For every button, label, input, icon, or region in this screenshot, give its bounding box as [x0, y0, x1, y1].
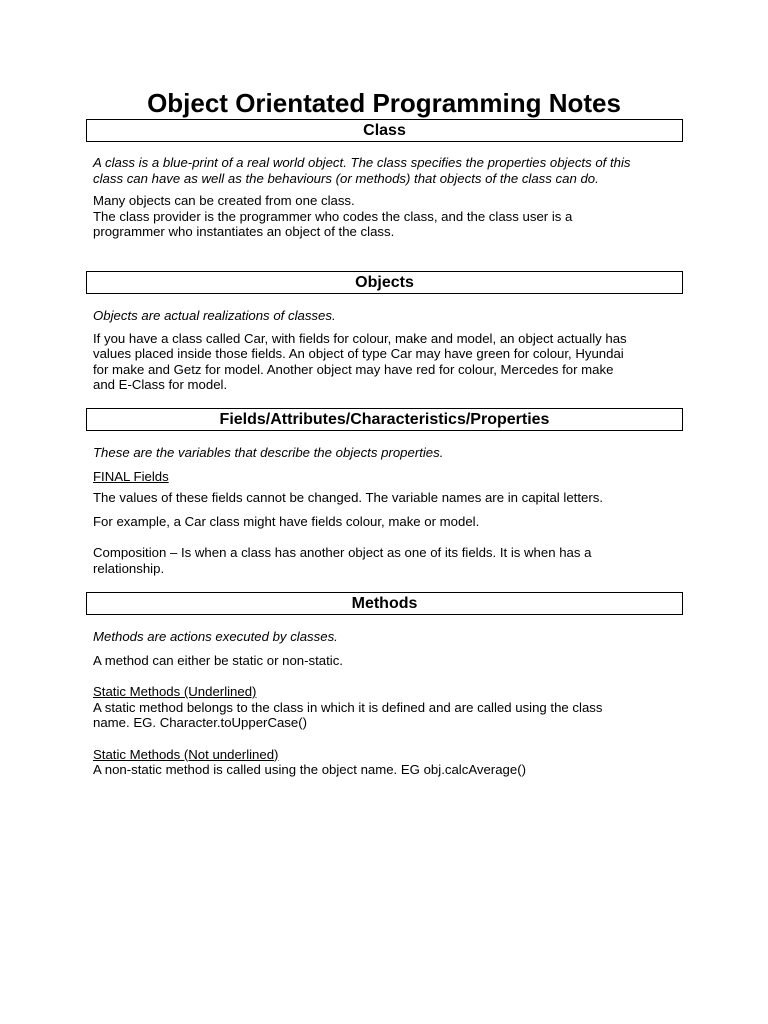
objects-intro: Objects are actual realizations of classes.: [93, 308, 336, 323]
fields-example: For example, a Car class might have fields colour, make or model.: [93, 513, 480, 529]
methods-heading: Methods: [86, 592, 683, 615]
methods-types: A method can either be static or non-static.: [93, 652, 343, 668]
objects-body: [86, 308, 683, 393]
page-title: Object Orientated Programming Notes: [147, 88, 621, 118]
class-line-2: The class provider is the programmer who codes the class, and the class user is a programmer who instantiates an object of the class.: [93, 208, 573, 239]
class-body: [86, 155, 683, 240]
nonstatic-methods-description: A non-static method is called using the object name. EG obj.calcAverage(): [93, 762, 526, 777]
fields-body: [86, 445, 683, 576]
static-methods-heading: Static Methods (Underlined): [93, 684, 257, 699]
objects-section: [86, 271, 683, 393]
methods-section: [86, 592, 683, 778]
class-section: [86, 119, 683, 240]
objects-heading: Objects: [86, 271, 683, 294]
static-methods-description: A static method belongs to the class in which it is defined and are called using the class name. EG. Character.toUpperCase(): [93, 699, 603, 730]
final-fields-heading: FINAL Fields: [93, 468, 169, 484]
class-intro: A class is a blue-print of a real world object. The class specifies the properties objects of this class can have as well as the behaviours (or methods) that objects of the class can do.: [93, 155, 631, 186]
fields-intro: These are the variables that describe the objects properties.: [93, 445, 444, 460]
final-fields-description: The values of these fields cannot be changed. The variable names are in capital letters.: [93, 490, 603, 505]
class-line-1: Many objects can be created from one class.: [93, 193, 355, 208]
methods-body: [86, 629, 683, 778]
fields-section: [86, 408, 683, 576]
fields-heading: Fields/Attributes/Characteristics/Properties: [86, 408, 683, 431]
composition-description: Composition – Is when a class has another object as one of its fields. It is when has a relationship.: [93, 545, 592, 576]
class-heading: Class: [86, 119, 683, 142]
nonstatic-methods-heading: Static Methods (Not underlined): [93, 746, 279, 762]
objects-description: If you have a class called Car, with fields for colour, make and model, an object actually has values placed inside those fields. An object of type Car may have green for colour, Hyundai for make and Getz for model. Another object may have red for colour, Mercedes for make and E-Class for model.: [93, 330, 627, 392]
methods-intro: Methods are actions executed by classes.: [93, 629, 338, 644]
